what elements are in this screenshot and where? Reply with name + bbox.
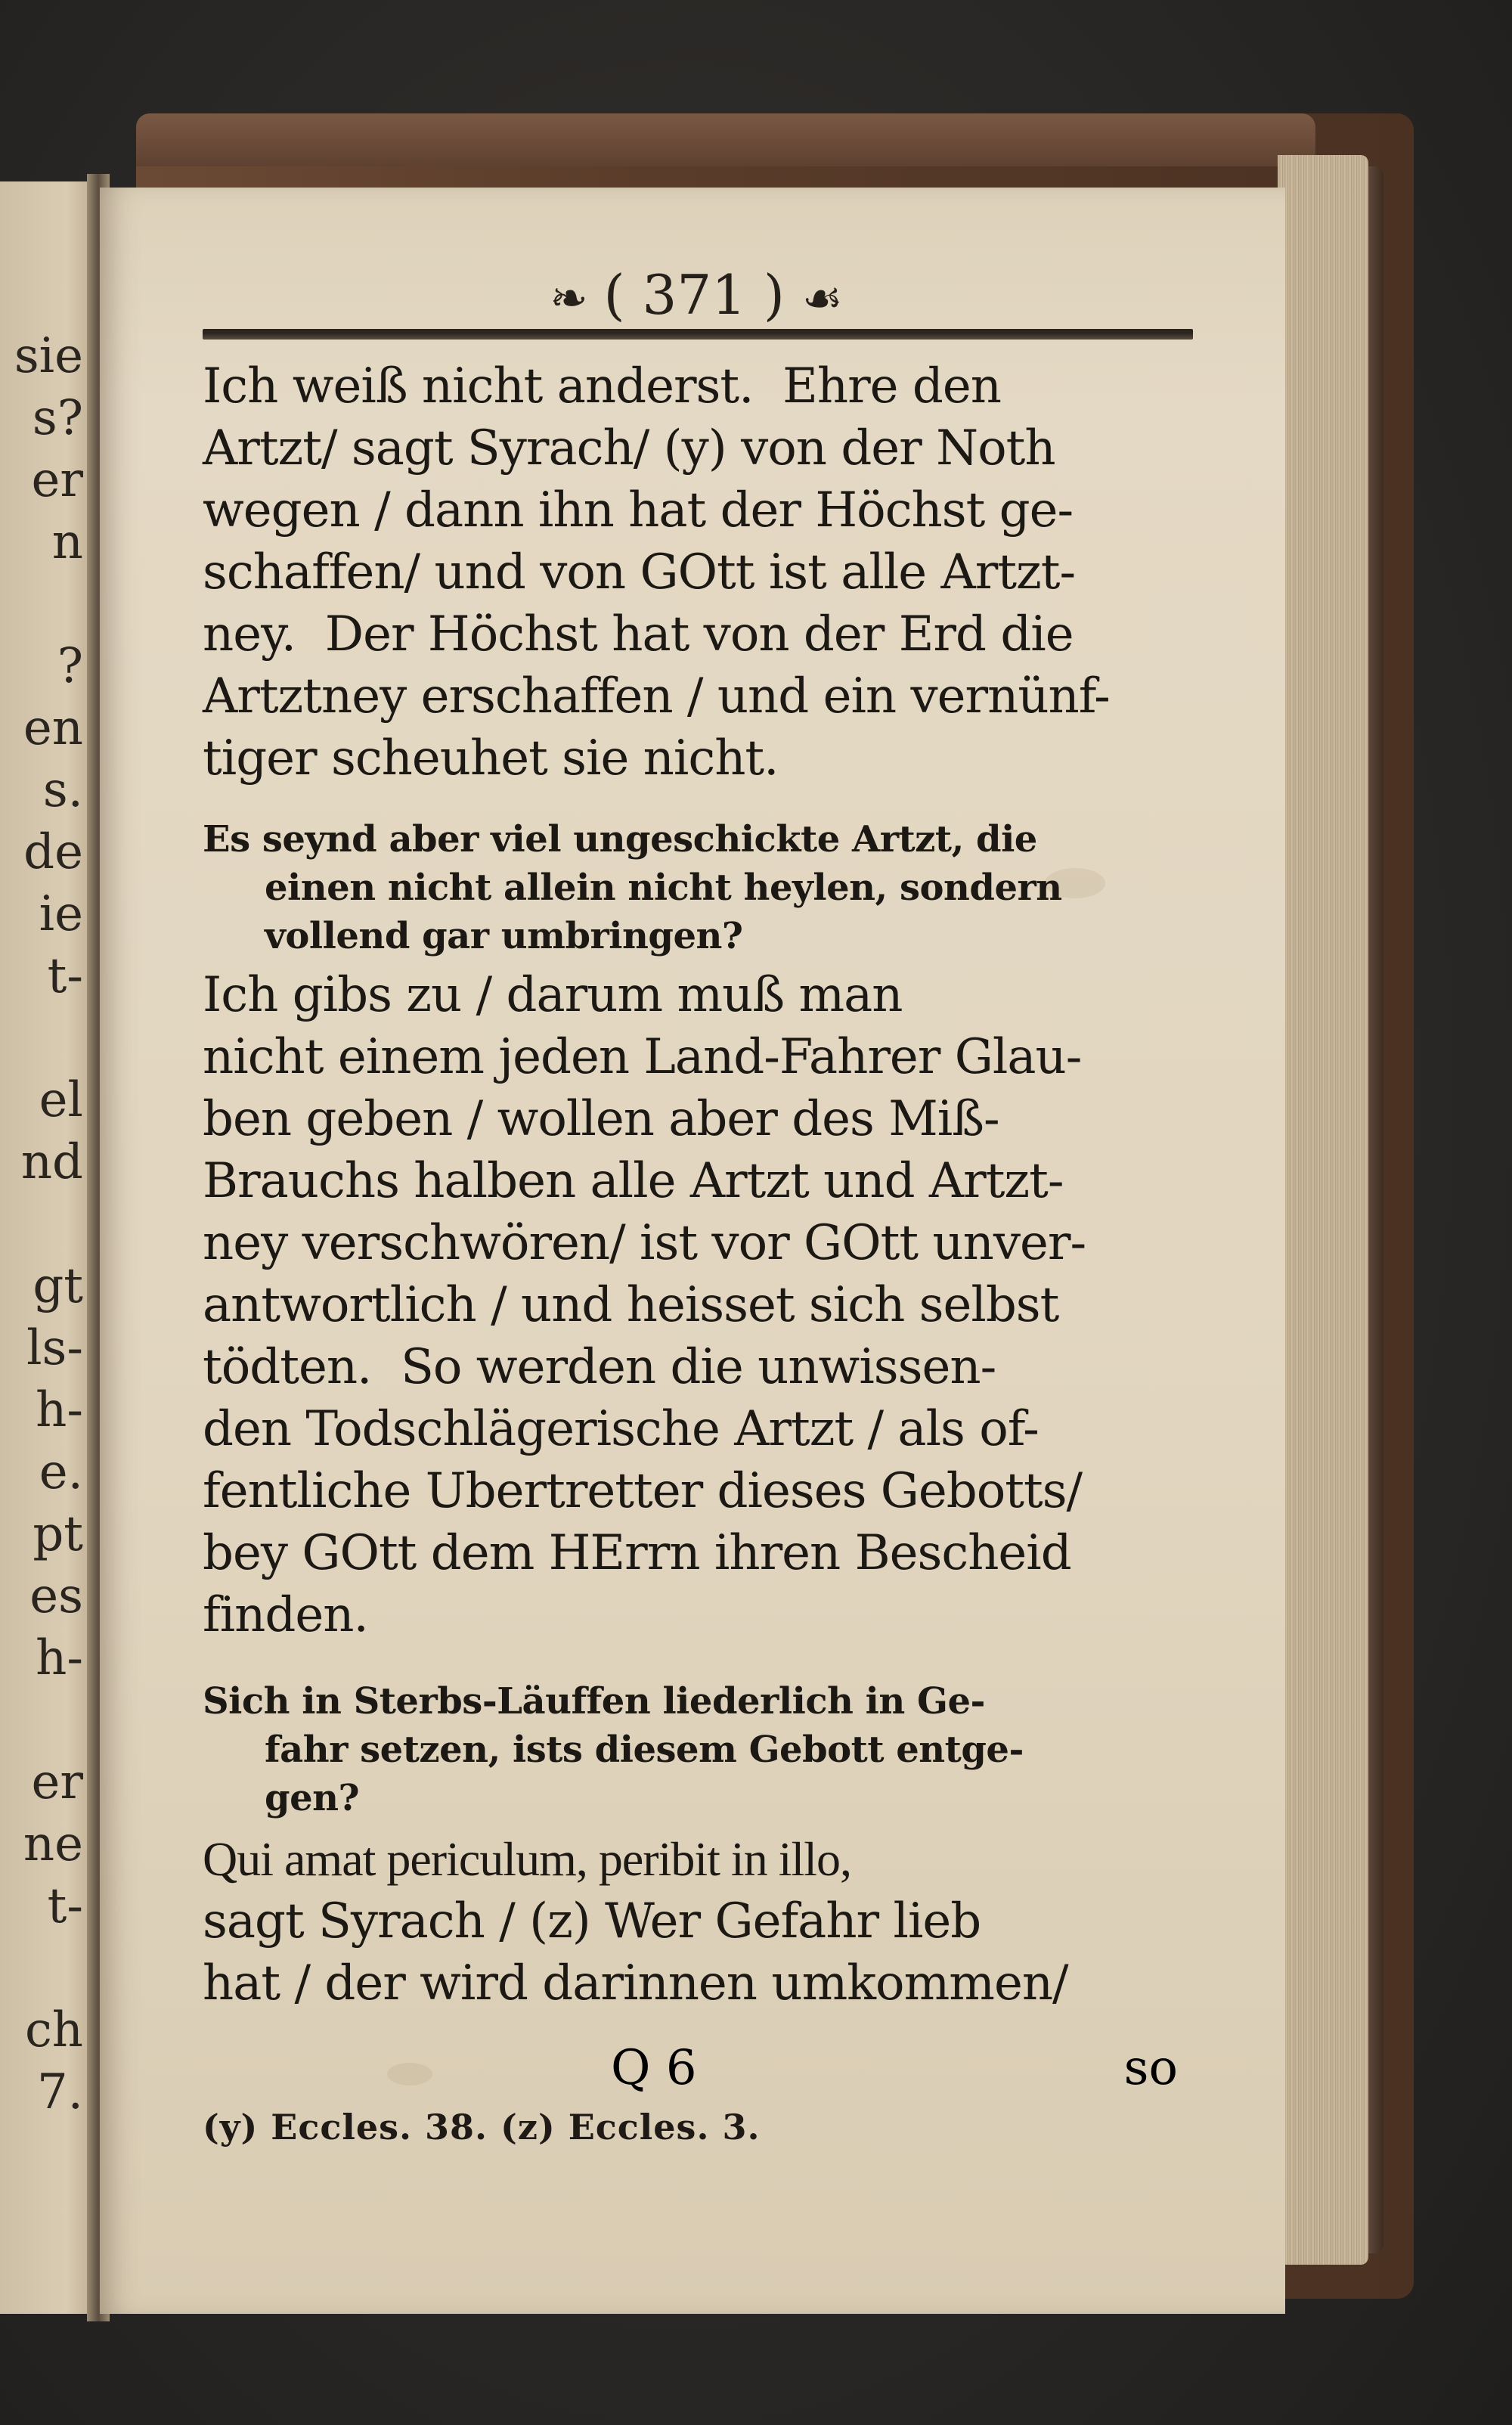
text-line: fahr setzen, ists diesem Gebott entge- bbox=[265, 1729, 1024, 1771]
facing-page-fragment: er bbox=[31, 1754, 83, 1810]
text-line: ney. Der Höchst hat von der Erd die bbox=[203, 606, 1074, 662]
text-line: wegen / dann ihn hat der Höchst ge- bbox=[203, 482, 1074, 538]
facing-page-fragments bbox=[0, 325, 83, 2123]
text-line: ney verschwören/ ist vor GOtt unver- bbox=[203, 1215, 1086, 1271]
facing-page-fragment: ch bbox=[24, 2002, 83, 2058]
text-line: antwortlich / und heisset sich selbst bbox=[203, 1277, 1059, 1333]
header-rule bbox=[203, 329, 1193, 340]
facing-page-fragment: es bbox=[29, 1568, 83, 1624]
text-line: Artztney erschaffen / und ein vernünf- bbox=[203, 668, 1110, 724]
text-line: ben geben / wollen aber des Miß- bbox=[203, 1091, 999, 1147]
text-line: gen? bbox=[265, 1777, 360, 1819]
catchword: so bbox=[1123, 2040, 1178, 2096]
facing-page-fragment: t- bbox=[47, 948, 83, 1004]
text-line: Sich in Sterbs-Läuffen liederlich in Ge- bbox=[203, 1680, 985, 1723]
facing-page-fragment: gt bbox=[33, 1258, 83, 1314]
facing-page-fragment: 7. bbox=[36, 2064, 83, 2120]
facing-page-fragment bbox=[0, 1937, 83, 1999]
text-line: Ich gibs zu / darum muß man bbox=[203, 967, 903, 1023]
facing-page-fragment: ls- bbox=[26, 1320, 83, 1376]
facing-page-fragment: el bbox=[39, 1072, 83, 1128]
text-line: finden. bbox=[203, 1587, 368, 1643]
text-line: tödten. So werden die unwissen- bbox=[203, 1339, 996, 1395]
paragraph bbox=[203, 1677, 1197, 1822]
page-edges bbox=[1278, 155, 1368, 2265]
text-line: Brauchs halben alle Artzt und Artzt- bbox=[203, 1153, 1064, 1209]
text-line: nicht einem jeden Land-Fahrer Glau- bbox=[203, 1029, 1082, 1085]
text-line: Artzt/ sagt Syrach/ (y) von der Noth bbox=[203, 420, 1055, 476]
facing-page-fragment: ie bbox=[39, 886, 83, 942]
text-line: Es seynd aber viel ungeschickte Artzt, die bbox=[203, 818, 1037, 861]
facing-page-fragment: pt bbox=[33, 1506, 83, 1562]
facing-page-fragment: er bbox=[31, 452, 83, 508]
text-line: einen nicht allein nicht heylen, sondern bbox=[265, 867, 1062, 909]
text-line: Qui amat periculum, peribit in illo, bbox=[203, 1832, 852, 1886]
page-header bbox=[200, 263, 1191, 327]
footnote: (y) Eccles. 38. (z) Eccles. 3. bbox=[203, 2107, 761, 2147]
facing-page-fragment: h- bbox=[36, 1382, 83, 1438]
facing-page-fragment: ? bbox=[57, 638, 83, 694]
text-line: vollend gar umbringen? bbox=[265, 915, 743, 957]
paragraph bbox=[203, 815, 1197, 960]
facing-page-fragment: s. bbox=[42, 762, 83, 818]
text-line: Ich weiß nicht anderst. Ehre den bbox=[203, 358, 1001, 414]
signature-mark: Q 6 bbox=[611, 2040, 697, 2096]
text-line: den Todschlägerische Artzt / als of- bbox=[203, 1401, 1039, 1457]
paragraph bbox=[203, 964, 1197, 1646]
facing-page-fragment: sie bbox=[14, 328, 83, 384]
text-line: bey GOtt dem HErrn ihren Bescheid bbox=[203, 1525, 1071, 1581]
facing-page-fragment: de bbox=[23, 824, 83, 880]
facing-page-fragment bbox=[0, 1007, 83, 1069]
facing-page-fragment bbox=[0, 573, 83, 635]
facing-page-fragment bbox=[0, 1193, 83, 1255]
header-ornament-left: ❧ bbox=[550, 272, 587, 325]
text-line: schaffen/ und von GOtt ist alle Artzt- bbox=[203, 544, 1076, 600]
signature-row bbox=[203, 2034, 1178, 2102]
text-line: sagt Syrach / (z) Wer Gefahr lieb bbox=[203, 1893, 981, 1949]
facing-page-fragment: h- bbox=[36, 1630, 83, 1686]
facing-page-fragment: en bbox=[23, 700, 83, 756]
facing-page-fragment: ne bbox=[23, 1816, 83, 1872]
facing-page-fragment: n bbox=[51, 514, 83, 570]
facing-page-fragment: e. bbox=[39, 1444, 83, 1500]
paragraph bbox=[203, 355, 1197, 789]
facing-page-fragment: nd bbox=[20, 1134, 83, 1190]
text-line: tiger scheuhet sie nicht. bbox=[203, 730, 779, 786]
facing-page-fragment: s? bbox=[32, 390, 83, 446]
facing-page-fragment: t- bbox=[47, 1878, 83, 1934]
header-ornament-right: ☙ bbox=[801, 272, 841, 325]
text-line: fentliche Ubertretter dieses Gebotts/ bbox=[203, 1463, 1083, 1519]
paragraph bbox=[203, 1828, 1197, 1890]
book-cover-top bbox=[136, 113, 1315, 166]
text-line: hat / der wird darinnen umkommen/ bbox=[203, 1955, 1068, 2011]
page-number: ( 371 ) bbox=[603, 263, 785, 327]
paragraph bbox=[203, 1890, 1197, 2014]
facing-page-fragment bbox=[0, 1689, 83, 1751]
